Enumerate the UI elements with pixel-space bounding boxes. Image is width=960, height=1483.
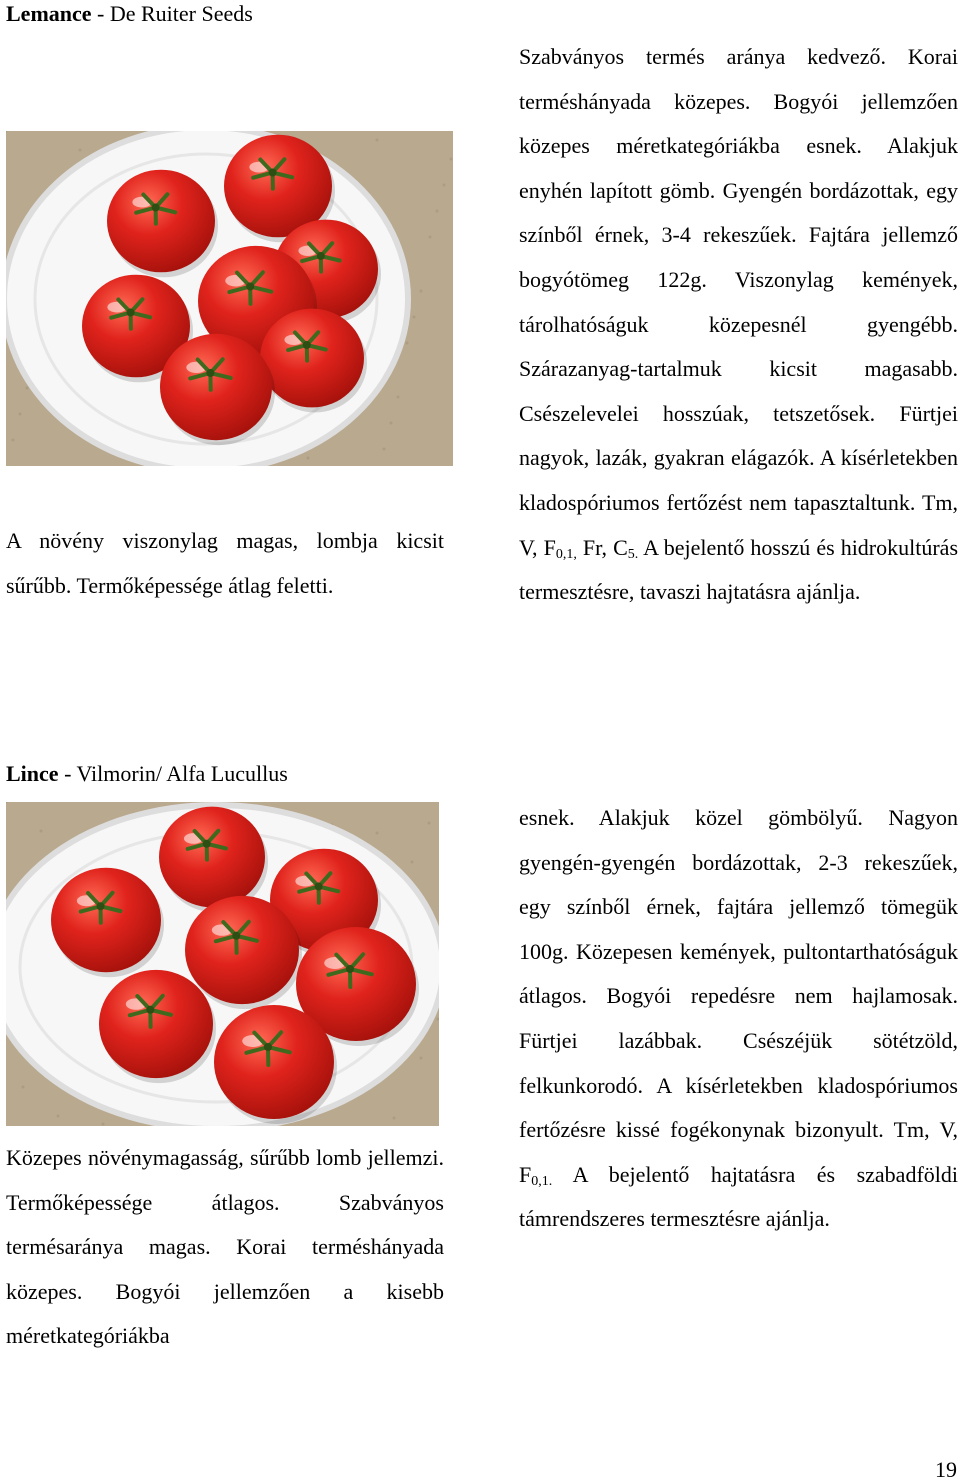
right-description-lemance [519,35,958,615]
subscript: 5. [627,546,639,562]
subscript: 0,1. [531,1173,553,1189]
page-number: 19 [935,1457,957,1482]
description-part: Szabványos termés aránya kedvező. Korai terméshányada közepes. Bogyói jellemzően közepes méretkategóriákba esnek. Alakjuk enyhén lapított gömb. Gyengén bordázottak, egy színből érnek, 3-4 rekeszűek. Fajtára jellemző bogyótömeg 122g. Viszonylag kemények, tárolhatóságuk közepesnél gyengébb. Szárazanyag-tartalmuk kicsit magasabb. Csészelevelei hosszúak, tetszetősek. Fürtjei nagyok, lazák, gyakran elágazók. A kísérletekben kladospóriumos fertőzést nem tapasztaltunk. Tm, V, F [519,44,958,560]
right-description-lince [519,796,958,1242]
tomato-photo-lince [6,802,439,1126]
description-part: Fr, C [576,534,628,560]
description-part: A bejelentő hosszú és hidrokultúrás termesztésre, tavaszi hajtatásra ajánlja. [519,534,959,605]
variety-breeder: - Vilmorin/ Alfa Lucullus [58,761,288,786]
variety-breeder: - De Ruiter Seeds [91,1,253,26]
variety-name: Lemance [6,1,92,26]
tomato-photo-lemance [6,131,453,466]
subscript: 0,1, [555,546,577,562]
description-part: A bejelentő hajtatásra és szabadföldi támrendszeres termesztésre ajánlja. [519,1161,958,1232]
variety-title-lince [6,760,288,788]
tomato-plate-illustration [6,131,453,466]
description-part: esnek. Alakjuk közel gömbölyű. Nagyon gyengén-gyengén bordázottak, 2-3 rekeszűek, egy színből érnek, fajtára jellemző tömegük 100g. Közepesen kemények, pultontarthatóságuk átlagos. Bogyói repedésre nem hajlamosak. Fürtjei lazábbak. Csészéjük sötétzöld, felkunkorodó. A kísérletekben kladospóriumos fertőzésre kissé fogékonynak bizonyult. Tm, V, F [519,805,958,1187]
left-description-lince: Közepes növénymagasság, sűrűbb lomb jellemzi. Termőképessége átlagos. Szabványos termésaránya magas. Korai terméshányada közepes. Bogyói jellemzően a kisebb méretkategóriákba [6,1145,444,1349]
variety-name: Lince [6,761,59,786]
variety-title-lemance [6,0,253,28]
tomato-plate-illustration [6,802,439,1126]
left-description-lemance: A növény viszonylag magas, lombja kicsit sűrűbb. Termőképessége átlag feletti. [6,528,444,598]
